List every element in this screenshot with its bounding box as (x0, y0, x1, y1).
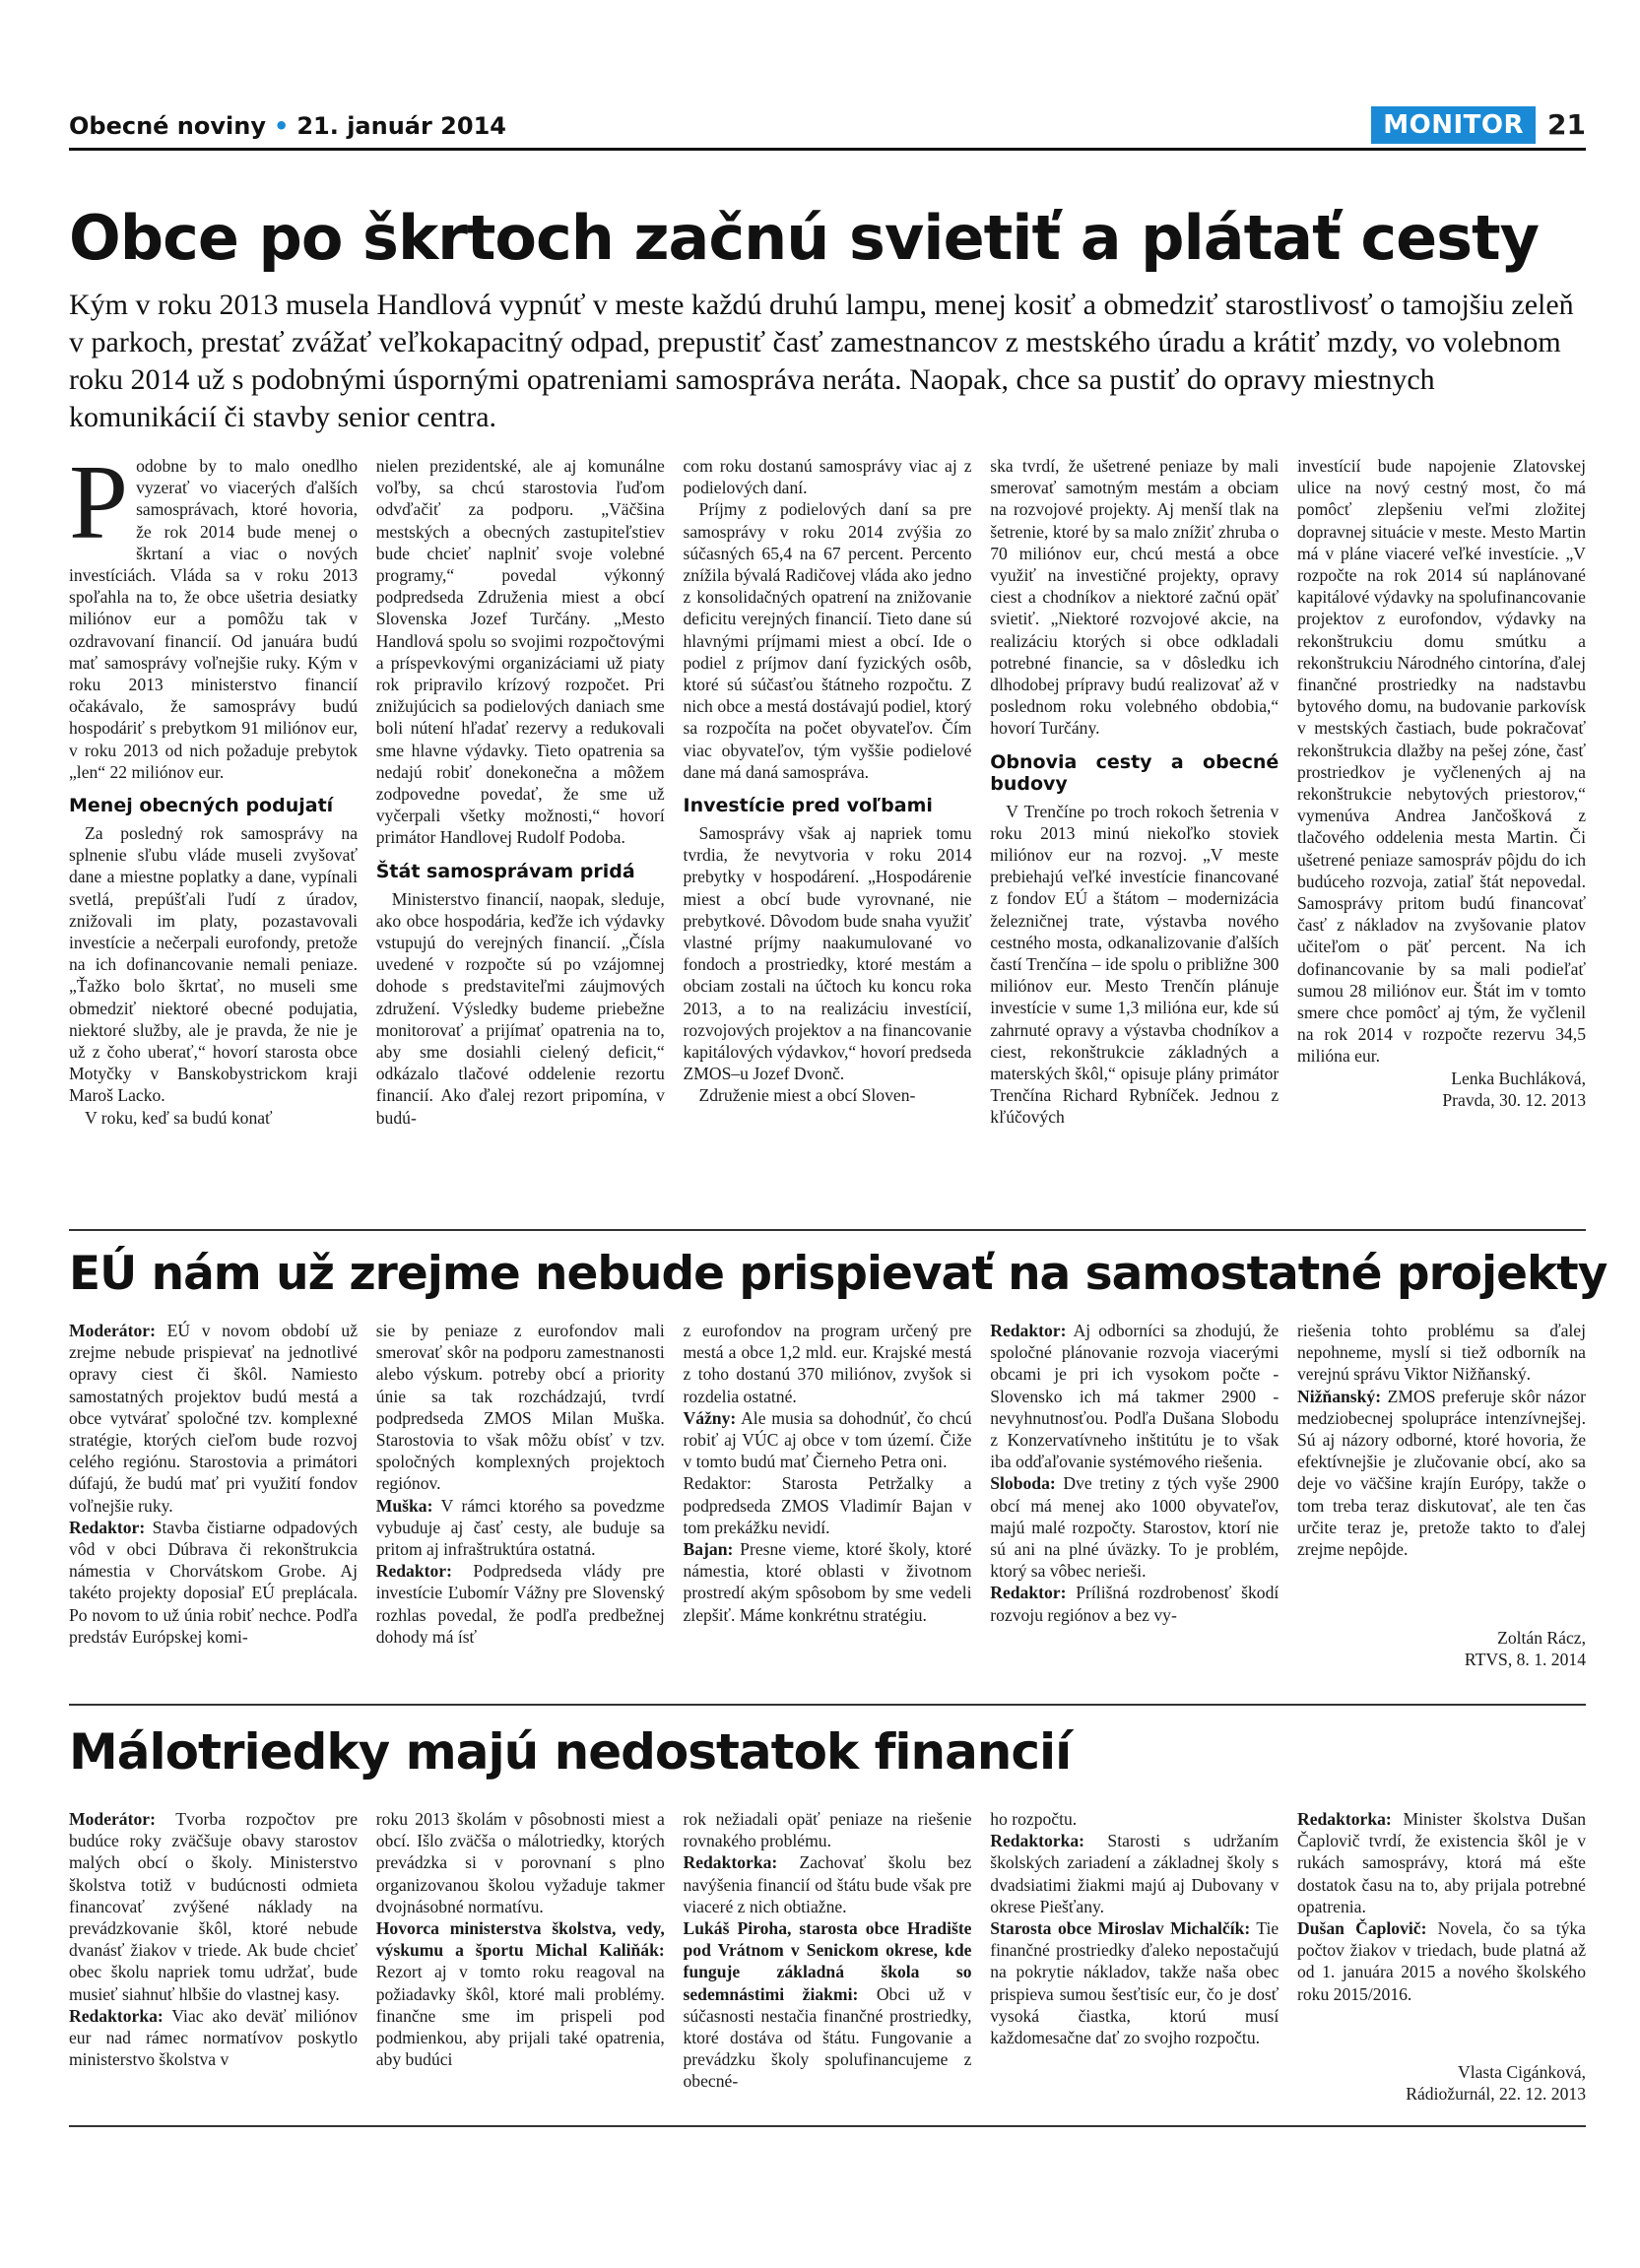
article1-paragraph: V Trenčíne po troch rokoch šetrenia v roku 2013 minú niekoľko stoviek miliónov eur na rozvoj. „V meste prebiehajú veľké investície financované z fondov EÚ a štátom – modernizácia železničnej trate, výstavba nového cestného mosta, odkanalizovanie ďalších častí Trenčína – ide spolu o približne 300 miliónov eur. Mesto Trenčín plánuje investície v sume 1,3 milióna eur, kde sú zahrnuté opravy a výstavba chodníkov a ciest, rekonštrukcie základných a materských škôl,“ opisuje plány primátor Trenčína Richard Rybníček. Jednou z kľúčových (990, 801, 1279, 1128)
publication-name: Obecné noviny (69, 112, 266, 140)
speaker-label: Redaktorka: (1297, 1809, 1392, 1829)
speaker-text: Obci už v súčasnosti nestačia finančné prostriedky, ktoré dostáva od štátu. Fungovanie a prevádzku školy spolufinancujeme z obecné- (683, 1983, 972, 2092)
transcript-paragraph (990, 1320, 1279, 1472)
article1-subheading-2: Štát samosprávam pridá (375, 860, 635, 882)
article1-paragraph: Združenie miest a obcí Sloven- (698, 1085, 916, 1106)
article3-byline (1297, 2061, 1586, 2105)
page-header (69, 106, 1586, 150)
transcript-paragraph (990, 1582, 1279, 1625)
speaker-text: Presne vieme, ktoré školy, ktoré námestia, ktoré oblasti v životnom prostredí akým spôsobom by sme vedeli zlepšiť. Máme konkrétnu stratégiu. (683, 1539, 972, 1625)
transcript-paragraph (69, 1808, 358, 2005)
transcript-paragraph (69, 1517, 358, 1648)
speaker-text: Tie finančné prostriedky ďaleko nepostačujú na pokrytie nákladov, takže naša obec prispieva sumou šesťtisíc eur, čo je dosť vysoká čiastka, ktorú musí každomesačne dať zo svojho rozpočtu. (990, 1918, 1279, 2048)
speaker-text: Dve tretiny z tých vyše 2900 obcí má menej ako 1000 obyvateľov, majú malé rozpočty. Starostov, ktorí nie sú ani na plné úväzky. To je problém, ktorý sa vôbec nerieši. (990, 1473, 1279, 1582)
byline-source: Rádiožurnál, 22. 12. 2013 (1406, 2084, 1586, 2105)
header-rule (69, 148, 1586, 151)
transcript-paragraph (376, 1808, 665, 1917)
section-label (1371, 106, 1586, 144)
transcript-paragraph (684, 1538, 972, 1626)
speaker-text: riešenia tohto problému sa ďalej nepohneme, myslí si tiež odborník na verejnú správu Viktor Nižňanský. (1297, 1321, 1586, 1385)
transcript-paragraph (684, 1808, 972, 1851)
article3-col-4 (990, 1808, 1279, 2093)
page-number: 21 (1547, 108, 1586, 141)
speaker-text: EÚ v novom období už zrejme nebude prispievať na jednotlivé opravy ciest či škôl. Namiesto samostatných projektov budú mestá a obce vytvárať spoločné tzv. komplexné stratégie, ktorých cieľom bude rozvoj celého regiónu. Starostovia a primátori dúfajú, že budú mať pri využití fondov voľnejšie ruky. (69, 1321, 358, 1516)
transcript-paragraph (1297, 1917, 1586, 2005)
article2-col-4 (990, 1320, 1279, 1648)
article3-col-5 (1297, 1808, 1586, 2093)
speaker-text: Aj odborníci sa zhodujú, že spoločné plánovanie rozvoja viacerými obcami je pri ich vysokom počte - Slovensko ich má takmer 2900 - nevyhnutnosťou. Podľa Dušana Slobodu z Konzervatívneho inštitútu je to však iba odďaľovanie systémového riešenia. (990, 1321, 1279, 1472)
article3-col-1 (69, 1808, 358, 2093)
speaker-text: Starosti s udržaním školských zariadení a základnej školy s dvadsiatimi žiakmi majú aj Dubovany v okrese Piešťany. (990, 1831, 1279, 1916)
transcript-paragraph (376, 1560, 665, 1648)
article1-paragraph: ska tvrdí, že ušetrené peniaze by mali smerovať samotným mestám a obciam na rozvojové projekty. Aj menší tlak na šetrenie, ktoré by sa malo znížiť zhruba o 70 miliónov eur, chcú mestá a obce využiť na investičné projekty, opravy ciest a chodníkov a niektoré začnú opäť svietiť. „Niektoré rozvojové akcie, na realizáciu ktorých si obce odkladali potrebné financie, sa v dôsledku ich dlhodobej prípravy budú realizovať až v poslednom roku volebného obdobia,“ hovorí Turčány. (990, 456, 1279, 739)
section-badge: MONITOR (1371, 106, 1536, 144)
byline-author: Lenka Buchláková, (1451, 1068, 1586, 1088)
speaker-text: V rámci ktorého sa povedzme vybuduje aj časť cesty, ale buduje sa pritom aj infraštruktúra ostatná. (375, 1495, 665, 1560)
article-divider (69, 1704, 1586, 1706)
speaker-label: Muška: (375, 1495, 433, 1516)
speaker-text: Tvorba rozpočtov pre budúce roky zväčšuje obavy starostov malých obcí o školy. Ministerstvo školstva totiž v budúcnosti odmieta financovať zvýšené náklady na prevádzkovanie škôl, ktoré nebude dvanásť žiakov v triede. Ak bude chcieť obec školu napriek tomu udržať, bude musieť siahnuť hlbšie do vlastnej kasy. (69, 1809, 358, 2004)
speaker-text: rok nežiadali opäť peniaze na riešenie rovnakého problému. (683, 1809, 972, 1851)
byline-source: Pravda, 30. 12. 2013 (1442, 1089, 1586, 1110)
article3-col-3 (684, 1808, 972, 2093)
article3-col-2 (376, 1808, 665, 2093)
speaker-label: Bajan: (683, 1539, 734, 1560)
speaker-text: Prílišná rozdrobenosť škodí rozvoju regiónov a bez vy- (990, 1583, 1279, 1625)
dropcap: P (69, 444, 129, 561)
page-bottom-rule (69, 2125, 1586, 2127)
article1-subheading-4: Obnovia cesty a obecné budovy (990, 750, 1279, 795)
speaker-label: Nižňanský: (1297, 1386, 1382, 1406)
transcript-paragraph (69, 1320, 358, 1517)
article1-subheading-1: Menej obecných podujatí (69, 795, 334, 817)
speaker-label: Starosta obce Miroslav Michalčík: (990, 1918, 1251, 1939)
article1-paragraph: investícií bude napojenie Zlatovskej ulice na nový cestný most, čo má pomôcť zlepšeniu veľmi zložitej dopravnej situácie v meste. Mesto Martin má v pláne viaceré veľké investície. „V rozpočte na rok 2014 sú naplánované kapitálové výdavky na spolufinancovanie projektov z eurofondov, výdavky na rekonštrukciu domu smútku a rekonštrukciu Národného cintorína, ďalej finančné prostriedky na nadstavbu bytového domu, na budovanie parkovísk v mestských častiach, bude pokračovať rekonštrukcia dlažby na pešej zóne, časť prostriedkov je vyčlenených aj na rekonštrukcie nebytových priestorov,“ vymenúva Andrea Jančošková z tlačového oddelenia mesta Martin. Či ušetrené peniaze samospráv pôjdu do ich budúceho rozvoja, zatiaľ štát nepovedal. Samosprávy pritom budú financovať časť z nákladov na zvyšovanie platov učiteľom o päť percent. Na ich dofinancovanie by sa mali podieľať sumou 28 miliónov eur. Štát im v tomto smere chce pomôcť aj tým, že vyčlenil na rok 2014 v rozpočte rezervu 34,5 milióna eur. (1297, 456, 1586, 1067)
speaker-text: roku 2013 školám v pôsobnosti miest a obcí. Išlo zväčša o málotriedky, ktorých prevádzka si v porovnaní s plno organizovanou školou vyžaduje takmer dvojnásobné normatívu. (375, 1809, 665, 1916)
speaker-label: Moderátor: (69, 1321, 156, 1340)
article1-paragraph: Samosprávy však aj napriek tomu tvrdia, že nevytvoria v roku 2014 prebytky v hospodárení. „Hospodárenie miest a obcí bude vyrovnané, nie prebytkové. Dôvodom bude snaha využiť vlastné príjmy naakumulované vo fondoch a prostriedky, ktoré mestám a obciam zostali na účtoch ku koncu roka 2013, a to na realizáciu investícií, rozvojových projektov a na financovanie kapitálových výdavkov,“ hovorí predseda ZMOS–u Jozef Dvonč. (683, 823, 972, 1084)
speaker-text: Podpredseda vlády pre investície Ľubomír Vážny pre Slovenský rozhlas povedal, že podľa predbežnej dohody má ísť (375, 1561, 665, 1647)
speaker-text: z eurofondov na program určený pre mestá a obce 1,2 mld. eur. Krajské mestá z toho dostanú 370 miliónov, zvyšok si rozdelia ostatné. (683, 1321, 972, 1406)
article1-title: Obce po škrtoch začnú svietiť a plátať cesty (69, 202, 1540, 274)
transcript-paragraph (684, 1917, 972, 2093)
speaker-text: ho rozpočtu. (990, 1809, 1078, 1829)
article1-paragraph: Príjmy z podielových daní sa pre samosprávy v roku 2014 zvýšia zo súčasných 65,4 na 67 percent. Percento znížila bývalá Radičovej vláda ako jedno z konsolidačných opatrení na znižovanie deficitu verejných financií. Tieto dane sú hlavnými príjmami miest a obcí. Ide o podiel z príjmov daní fyzických osôb, ktoré sú súčasťou štátneho rozpočtu. Z nich obce a mestá dostávajú podiel, ktorý sa rozpočíta na počet obyvateľov. Čím viac obyvateľov, tým vyššie podielové dane má daná samospráva. (683, 499, 972, 782)
transcript-paragraph (990, 1917, 1279, 2048)
speaker-text: ZMOS preferuje skôr názor medziobecnej spolupráce intenzívnejšej. Sú aj názory odborné, ktoré hovoria, že efektívnejšie je zlučovanie obcí, ako sa deje vo väčšine krajín Európy, takže o tom treba teraz diskutovať, ale ten čas určite teraz je, pretože takto to ďalej zrejme nepôjde. (1297, 1386, 1586, 1560)
article2-col-2 (376, 1320, 665, 1648)
article1-col-4 (990, 455, 1279, 1129)
speaker-label: Redaktor: (375, 1561, 452, 1582)
article1-paragraph: nielen prezidentské, ale aj komunálne voľby, sa chcú starostovia ľuďom odvďačiť za podporu. „Väčšina mestských a obecných zastupiteľstiev bude chcieť naplniť svoje volebné programy,“ povedal výkonný podpredseda Združenia miest a obcí Slovenska Jozef Turčány. „Mesto Handlová spolu so svojimi rozpočtovými a príspevkovými organizáciami už piaty rok pripravilo krízový rozpočet. Pri znižujúcich sa podielových daniach sme boli nútení hľadať rezervy a redukovali sme hlavne výdavky. Tieto opatrenia sa nedajú robiť donekonečna a môžem zodpovedne povedať, že sme už vyčerpali všetky možnosti,“ hovorí primátor Handlovej Rudolf Podoba. (375, 456, 665, 848)
speaker-label: Moderátor: (69, 1809, 156, 1829)
article2-body (69, 1320, 1586, 1648)
article1-subheading-3: Investície pred voľbami (683, 795, 933, 817)
article1-paragraph: com roku dostanú samosprávy viac aj z podielových daní. (683, 456, 972, 498)
transcript-paragraph (684, 1472, 972, 1538)
article-divider (69, 1229, 1586, 1231)
article1-paragraph: Podobne by to malo onedlho vyzerať vo viacerých ďalších samosprávach, ktoré hovoria, že rok 2014 bude menej o škrtaní a viac o nových investíciách. Vláda sa v roku 2013 spoľahla na to, že obce ušetria desiatky miliónov eur a pomôžu tak v ozdravovaní financií. Od januára budú mať samosprávy voľnejšie ruky. Kým v roku 2013 ministerstvo financií očakávalo, že samosprávy budú hospodáriť s prebytkom 91 miliónov eur, v roku 2013 od nich požaduje prebytok „len“ 22 miliónov eur. (69, 444, 358, 782)
article2-byline (1297, 1627, 1586, 1670)
article1-lead: Kým v roku 2013 musela Handlová vypnúť v meste každú druhú lampu, menej kosiť a obmedziť starostlivosť o tamojšiu zeleň v parkoch, prestať zvážať veľkokapacitný odpad, prepustiť časť zamestnancov z mestského úradu a krátiť mzdy, vo volebnom roku 2014 už s podobnými úspornými opatreniami samospráva neráta. Naopak, chce sa pustiť do opravy miestnych komunikácií či stavby senior centra. (69, 289, 1574, 433)
separator-dot: • (273, 112, 290, 140)
transcript-paragraph (684, 1407, 972, 1473)
byline-source: RTVS, 8. 1. 2014 (1464, 1650, 1586, 1670)
speaker-text: Zachovať školu bez navýšenia financií od štátu bude však pre viaceré z nich obtiažne. (683, 1852, 972, 1916)
transcript-paragraph (1297, 1808, 1586, 1917)
article2-col-5 (1297, 1320, 1586, 1648)
speaker-label: Redaktorka: (69, 2005, 164, 2026)
speaker-text: Novela, čo sa týka počtov žiakov v triedach, bude platná až od 1. januára 2015 a nového školského roku 2015/2016. (1297, 1918, 1586, 2004)
speaker-label: Sloboda: (990, 1473, 1056, 1494)
speaker-text: sie by peniaze z eurofondov mali smerovať skôr na podporu zamestnanosti alebo výskum. potreby obcí a priority únie sa tak rozchádzajú, tvrdí podpredseda ZMOS Milan Muška. Starostovia to však môžu obísť v tzv. spoločných komplexných projektoch regiónov. (375, 1321, 665, 1494)
transcript-paragraph (376, 1495, 665, 1561)
byline-author: Zoltán Rácz, (1497, 1628, 1586, 1648)
speaker-text: Minister školstva Dušan Čaplovič tvrdí, že existencia škôl je v rukách samosprávy, ktorá má ešte dostatok času na to, aby prijala potrebné opatrenia. (1297, 1809, 1586, 1916)
article1-col-5 (1297, 455, 1586, 1129)
article1-body (69, 444, 1586, 1129)
article2-col-3 (684, 1320, 972, 1648)
article1-paragraph: V roku, keď sa budú konať (85, 1107, 273, 1128)
transcript-paragraph (1297, 1320, 1586, 1386)
transcript-paragraph (684, 1851, 972, 1917)
transcript-paragraph (376, 1917, 665, 2070)
speaker-label: Hovorca ministerstva školstva, vedy, výskumu a športu Michal Kaliňák: (375, 1918, 665, 1961)
speaker-text: Stavba čistiarne odpadových vôd v obci Dúbrava či rekonštrukcia námestia v Chorvátskom Grobe. Aj takéto projekty doposiaľ EÚ preplácala. Po novom to už únia robiť nechce. Podľa predstáv Európskej komi- (69, 1517, 358, 1647)
article1-paragraph: Ministerstvo financií, naopak, sleduje, ako obce hospodária, keďže ich výdavky vstupujú do verejných financií. „Čísla uvedené v rozpočte sú po vzájomnej dohode s predstaviteľmi záujmových združení. Výsledky budeme priebežne monitorovať a prijímať opatrenia na to, aby sme dosiahli cielený deficit,“ odkázalo tlačové oddelenie rezortu financií. Ako ďalej rezort pripomína, v budú- (375, 888, 665, 1128)
speaker-label: Lukáš Piroha, starosta obce Hradište pod Vrátnom v Senickom okrese, kde funguje základná škola so sedemnástimi žiakmi: (683, 1918, 972, 2004)
article2-col-1 (69, 1320, 358, 1648)
article1-col-1 (69, 444, 358, 1129)
article3-body (69, 1808, 1586, 2093)
transcript-paragraph (376, 1320, 665, 1495)
transcript-paragraph (1297, 1386, 1586, 1561)
speaker-label: Dušan Čaplovič: (1297, 1918, 1427, 1939)
transcript-paragraph (990, 1830, 1279, 1917)
speaker-text: Rezort aj v tomto roku reagoval na požiadavky škôl, ktoré mali problémy. finančne sme im prispeli pod podmienkou, aby prijali také opatrenia, aby budúci (375, 1962, 665, 2070)
byline-author: Vlasta Cigánková, (1458, 2062, 1586, 2082)
speaker-label: Redaktorka: (683, 1852, 778, 1873)
article3-title: Málotriedky majú nedostatok financií (69, 1723, 1072, 1781)
article1-col-3 (684, 455, 972, 1129)
transcript-paragraph (684, 1320, 972, 1407)
article1-col-2 (376, 455, 665, 1129)
transcript-paragraph (990, 1472, 1279, 1582)
transcript-paragraph (69, 2005, 358, 2071)
speaker-label: Vážny: (683, 1407, 737, 1428)
speaker-text: Viac ako deväť miliónov eur nad rámec normatívov poskytlo ministerstvo školstva v (69, 2005, 358, 2070)
issue-date: 21. január 2014 (296, 112, 506, 140)
article1-paragraph: Za posledný rok samosprávy na splnenie sľubu vláde museli zvyšovať dane a miestne poplatky a dane, vypínali svetlá, prepúšťali ľudí z úradov, znižovali im platy, pozastavovali investície a nečerpali eurofondy, pretože na ich dofinancovanie nemali peniaze. „Ťažko bolo škrtať, no museli sme obmedziť niektoré obecné podujatia, niektoré služby, ale je pravda, že nie je už z čoho uberať,“ hovorí starosta obce Motyčky v Banskobystrickom kraji Maroš Lacko. (69, 823, 358, 1106)
speaker-label: Redaktor: (69, 1517, 146, 1537)
speaker-text: Ale musia sa dohodnúť, čo chcú robiť aj VÚC aj obce v tom území. Čiže v tomto budú mať Čierneho Petra oni. (683, 1407, 972, 1472)
transcript-paragraph (990, 1808, 1279, 1830)
speaker-label: Redaktorka: (990, 1831, 1085, 1851)
article2-title: EÚ nám už zrejme nebude prispievať na samostatné projekty (69, 1247, 1607, 1301)
article1-byline (1297, 1068, 1586, 1111)
speaker-text: Redaktor: Starosta Petržalky a podpredseda ZMOS Vladimír Bajan v tom prekážku nevidí. (683, 1473, 972, 1537)
speaker-label: Redaktor: (990, 1583, 1067, 1603)
speaker-label: Redaktor: (990, 1321, 1067, 1340)
masthead (69, 112, 506, 140)
